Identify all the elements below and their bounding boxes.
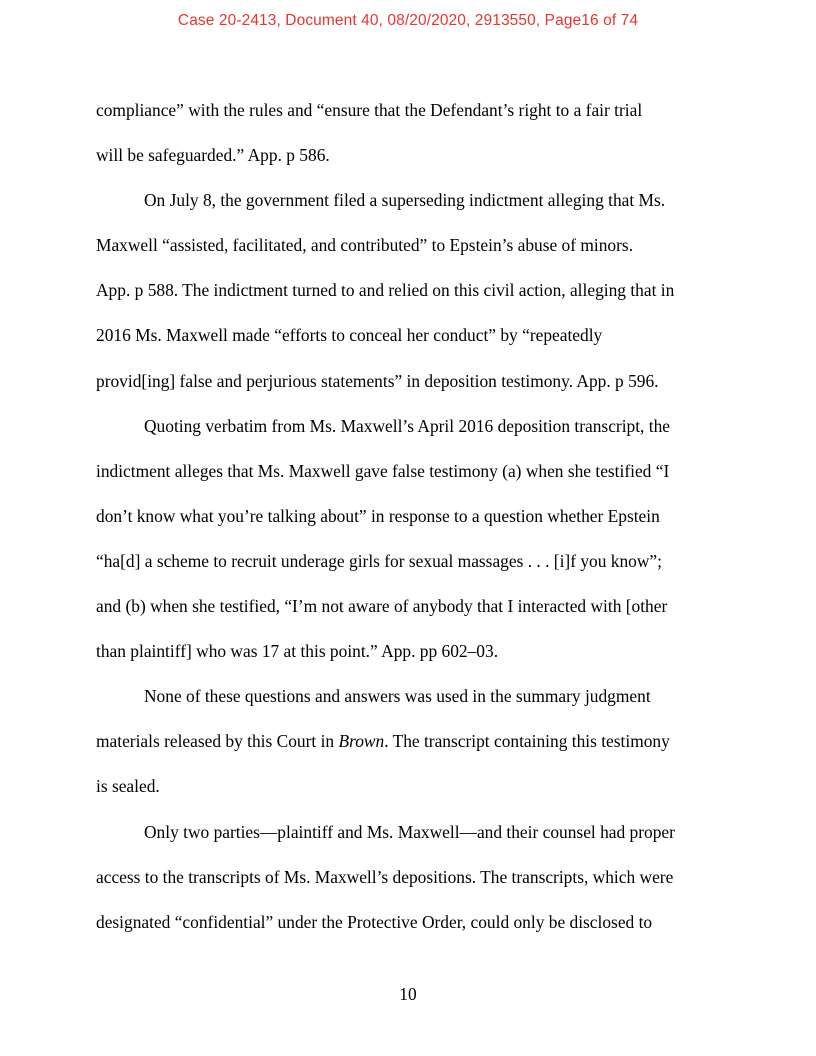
text-line: None of these questions and answers was used in the summary judgment — [144, 686, 651, 707]
case-header: Case 20-2413, Document 40, 08/20/2020, 2913550, Page16 of 74 — [177, 12, 639, 29]
paragraph-5 — [96, 810, 736, 945]
text-line: indictment alleges that Ms. Maxwell gave false testimony (a) when she testified “I — [96, 460, 670, 481]
text-line: and (b) when she testified, “I’m not aware of anybody that I interacted with [other — [96, 596, 668, 617]
text-line: compliance” with the rules and “ensure that the Defendant’s right to a fair trial — [96, 100, 643, 120]
text-segment: . The transcript containing this testimony — [384, 731, 670, 752]
text-line: is sealed. — [96, 776, 160, 797]
text-line: don’t know what you’re talking about” in response to a question whether Epstein — [96, 505, 660, 526]
text-line: “ha[d] a scheme to recruit underage girls for sexual massages . . . [i]f you know”; — [96, 550, 662, 571]
text-line — [96, 719, 736, 764]
text-line: Quoting verbatim from Ms. Maxwell’s April 2016 deposition transcript, the — [144, 415, 670, 436]
text-line: Maxwell “assisted, facilitated, and contributed” to Epstein’s abuse of minors. — [96, 235, 634, 256]
text-segment: materials released by this Court in — [96, 731, 339, 752]
text-line: will be safeguarded.” App. p 586. — [96, 145, 330, 166]
page-number: 10 — [399, 984, 417, 1004]
document-body — [96, 88, 736, 945]
text-line: provid[ing] false and perjurious statements” in deposition testimony. App. p 596. — [96, 370, 659, 391]
paragraph-1 — [96, 88, 736, 178]
text-line: designated “confidential” under the Protective Order, could only be disclosed to — [96, 911, 653, 932]
text-line: access to the transcripts of Ms. Maxwell’s depositions. The transcripts, which were — [96, 866, 674, 887]
paragraph-4 — [96, 674, 736, 809]
text-line: App. p 588. The indictment turned to and relied on this civil action, alleging that in — [96, 280, 675, 301]
text-line: than plaintiff] who was 17 at this point.” App. pp 602–03. — [96, 641, 499, 662]
text-line: Only two parties—plaintiff and Ms. Maxwell—and their counsel had proper — [144, 821, 675, 842]
text-line: On July 8, the government filed a superseding indictment alleging that Ms. — [144, 190, 666, 211]
paragraph-3 — [96, 404, 736, 675]
text-line: 2016 Ms. Maxwell made “efforts to conceal her conduct” by “repeatedly — [96, 325, 603, 346]
paragraph-2 — [96, 178, 736, 403]
case-name-italic: Brown — [338, 731, 385, 752]
